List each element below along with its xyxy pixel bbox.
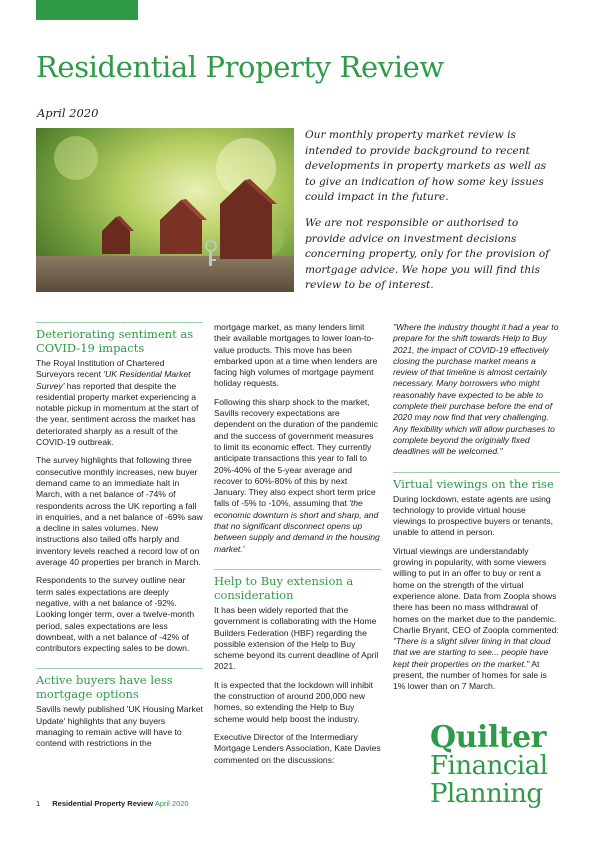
page-number: 1 <box>36 799 41 808</box>
article-column-2 <box>214 322 381 773</box>
italic-run: 'the economic downturn is short and sharp, and that no significant disconnect opens up between supply and demand in the housing market.' <box>214 498 380 554</box>
section-heading-deteriorating-sentiment: Deteriorating sentiment as COVID-19 impacts <box>36 327 194 355</box>
logo-line-2: Financial <box>430 751 548 781</box>
footer-publication: Residential Property Review <box>52 799 154 808</box>
hero-image-houses <box>36 128 294 292</box>
italic-run: 'UK Residential Market Survey' <box>36 369 191 391</box>
section-divider <box>393 472 560 473</box>
section-heading-virtual-viewings: Virtual viewings on the rise <box>393 476 554 491</box>
intro-text <box>305 128 559 304</box>
top-brand-tab <box>36 0 138 20</box>
section-heading-active-buyers: Active buyers have less mortgage options <box>36 673 173 702</box>
text-run: The Royal Institution of Chartered Surveyors recent <box>36 358 165 380</box>
quote-paragraph: "Where the industry thought it had a year to prepare for the shift towards Help to Buy 2021, the impact of COVID-19 effectively closing the purchase market means a review of that timeline is almost certainly necessary. Many borrowers who might reasonably have expected to be able to complete their purchase before the end of 2020 may now find that very challenging. Any flexibility which will allow purchases to complete beyond the originally fixed deadlines will be welcomed." <box>393 322 559 457</box>
page-footer <box>36 799 189 808</box>
section-divider <box>36 668 203 669</box>
text-run: Following this sharp shock to the market, Savills recovery expectations are dependent on the duration of the pandemic and the success of government measures to limit its economic effect. They currently anticipate transactions this year to fall to 20%-40% of the 5-year average and recover to 60%-80% of this by next January. They also expect short term price falls of -5% to -10%, assuming that <box>214 396 378 509</box>
paragraph <box>393 546 560 693</box>
paragraph: Savills newly published 'UK Housing Market Update' highlights that any buyers managing to remain active will have to contend with restrictions in the <box>36 704 203 749</box>
logo-line-3: Planning <box>430 779 543 809</box>
paragraph: mortgage market, as many lenders limit their available mortgages to lower loan-to-value products. This move has been embarked upon at a time when lenders are facing high volumes of mortgage payment holiday requests. <box>214 322 378 389</box>
paragraph: It has been widely reported that the government is collaborating with the Home Builders Federation (HBF) regarding the possible extension of the Help to Buy scheme beyond its current deadline of April 2021. <box>214 604 379 672</box>
issue-date: April 2020 <box>37 106 99 120</box>
disclaimer-paragraph: We are not responsible or authorised to provide advice on investment decisions concerning property, only for the provision of mortgage advice. We hope you will find this review to be of interest. <box>305 216 550 292</box>
paragraph: Executive Director of the Intermediary Mortgage Lenders Association, Kate Davies commented on the discussions: <box>214 731 381 765</box>
text-run: At present, the number of homes for sale is 1% lower than on 7 March. <box>393 658 547 692</box>
text-run: Virtual viewings are understandably growing in popularity, with some viewers willing to put in an offer to buy or rent a home on the strength of the virtual experience alone. Data from Zoopla shows there has been no mass withdrawal of homes on the market due to the pandemic. Charlie Bryant, CEO of Zoopla commented: <box>393 545 559 635</box>
italic-run: "There is a slight silver lining in that cloud that we are starting to see... people have kept their properties on the market." <box>393 636 551 669</box>
page-title: Residential Property Review <box>36 50 444 84</box>
paragraph: Respondents to the survey outline near term sales expectations are deeply negative, with a net balance of -92%. Looking longer term, over a twelve-month period, sales expectations are less downbeat, with a net balance of -42% of contributors expecting sales to be down. <box>36 575 195 654</box>
text-run: has reported that despite the residential property market experiencing a notable pickup in momentum at the start of the year, sentiment across the market has deteriorated sharply as a result of the COVID-19 outbreak. <box>36 380 199 448</box>
section-heading-help-to-buy: Help to Buy extension a consideration <box>214 573 354 602</box>
article-column-1 <box>36 322 203 757</box>
footer-date: April 2020 <box>154 799 189 808</box>
intro-paragraph: Our monthly property market review is intended to provide background to recent developments in property markets as well as to give an indication of how some key issues could impact in the future. <box>305 129 547 204</box>
paragraph <box>36 358 203 448</box>
paragraph: It is expected that the lockdown will inhibit the construction of around 200,000 new homes, so extending the Help to Buy scheme would help boost the industry. <box>214 679 374 724</box>
quilter-logo <box>430 720 548 809</box>
section-divider <box>36 322 203 323</box>
logo-line-1: Quilter <box>430 720 546 755</box>
section-divider <box>214 569 381 570</box>
article-column-3 <box>393 322 560 700</box>
paragraph: During lockdown, estate agents are using technology to provide virtual house viewings to prospective buyers or tenants, unable to attend in person. <box>393 493 554 538</box>
paragraph: The survey highlights that following three consecutive monthly increases, new buyer demand came to an immediate halt in March, with a net balance of -74% of respondents across the UK reporting a fall in enquiries, and a net balance of -69% saw a decline in sales volumes. New instructions also tailed offs harply and inventory levels reached a record low of on average 40 properties per branch in March. <box>36 455 203 568</box>
paragraph <box>214 397 381 555</box>
